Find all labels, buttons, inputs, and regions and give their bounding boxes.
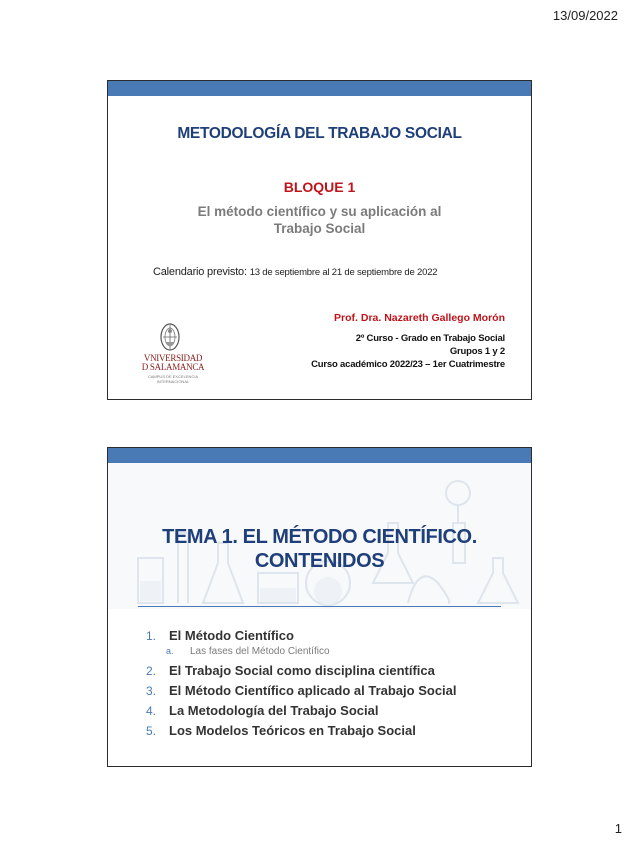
slide-2-contents <box>107 447 532 767</box>
topic-title-line-2: CONTENIDOS <box>254 550 385 572</box>
calendar-label: Calendario previsto: <box>153 266 247 278</box>
course-title: METODOLOGÍA DEL TRABAJO SOCIAL <box>177 125 462 142</box>
professor-name: Prof. Dra. Nazareth Gallego Morón <box>334 312 505 324</box>
contents-list <box>146 626 457 741</box>
calendar-text <box>153 266 437 278</box>
logo-tagline: CAMPUS DE EXCELENCIA INTERNACIONAL <box>147 374 199 384</box>
page-number: 1 <box>614 821 622 836</box>
list-item-text: El Trabajo Social como disciplina científica <box>169 663 435 678</box>
course-line: 2º Curso - Grado en Trabajo Social <box>355 333 505 344</box>
academic-year-line: Curso académico 2022/23 – 1er Cuatrimestre <box>311 359 505 370</box>
list-item-text: Los Modelos Teóricos en Trabajo Social <box>169 723 416 738</box>
list-item <box>146 626 457 646</box>
list-item-number: 5. <box>146 724 157 738</box>
subtitle-line-1: El método científico y su aplicación al <box>197 204 442 219</box>
list-item-text: El Método Científico <box>169 628 294 643</box>
bloque-subtitle <box>108 203 531 237</box>
list-item <box>146 701 457 721</box>
list-item-number: 3. <box>146 684 157 698</box>
slide-1-title <box>107 80 532 400</box>
topic-title <box>108 525 531 573</box>
slide-header-bar <box>108 81 531 96</box>
page-date: 13/09/2022 <box>552 8 618 23</box>
slide-header-bar <box>108 448 531 463</box>
bloque-label: BLOQUE 1 <box>283 179 356 195</box>
list-item-text: La Metodología del Trabajo Social <box>169 703 379 718</box>
list-item-number: 4. <box>146 704 157 718</box>
university-crest-icon <box>155 322 185 352</box>
calendar-dates: 13 de septiembre al 21 de septiembre de 2022 <box>249 267 438 278</box>
list-item <box>146 661 457 681</box>
university-logo <box>134 322 212 382</box>
topic-title-line-1: TEMA 1. EL MÉTODO CIENTÍFICO. <box>162 526 477 548</box>
list-item <box>146 681 457 701</box>
list-item-text: Las fases del Método Científico <box>190 646 330 657</box>
list-item-number: 1. <box>146 629 157 643</box>
subtitle-line-2: Trabajo Social <box>273 221 366 236</box>
logo-line-1: VNIVERSIDAD <box>143 353 203 363</box>
list-subitem <box>146 644 457 659</box>
list-item <box>146 721 457 741</box>
list-item-number: a. <box>166 646 174 656</box>
list-item-text: El Método Científico aplicado al Trabajo Social <box>169 683 457 698</box>
groups-line: Grupos 1 y 2 <box>449 346 505 357</box>
course-info <box>311 332 505 371</box>
logo-line-2: D SALAMANCA <box>141 362 205 372</box>
list-item-number: 2. <box>146 664 157 678</box>
title-divider <box>138 606 501 607</box>
